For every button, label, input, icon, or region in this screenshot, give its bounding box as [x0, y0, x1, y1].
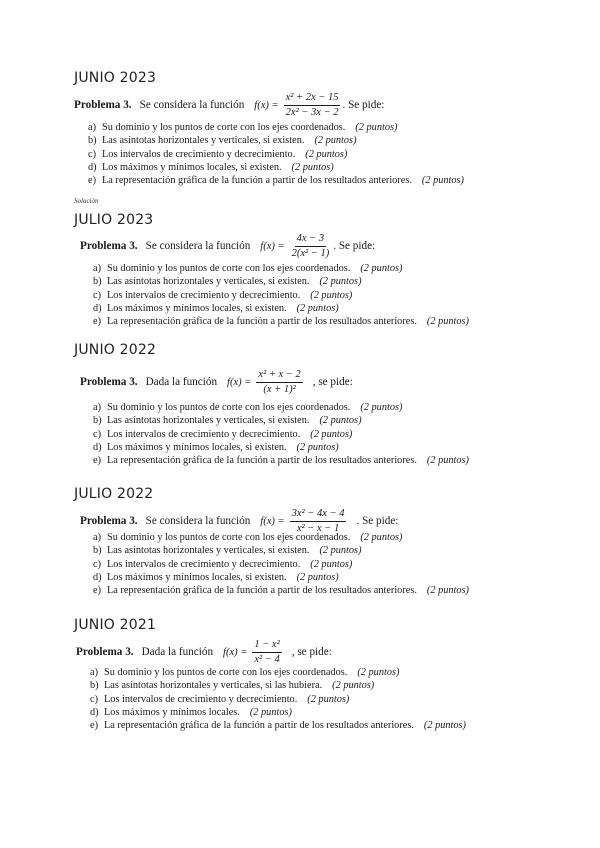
fraction-numerator: 4x − 3: [295, 233, 327, 247]
item-points: (2 puntos): [296, 441, 339, 453]
problem-label: Problema 3.: [80, 376, 138, 388]
fraction-numerator: 1 − x²: [252, 639, 281, 653]
list-item: [93, 544, 469, 557]
formula-lhs: f(x) =: [260, 515, 285, 527]
list-item: [93, 414, 469, 427]
list-item: [90, 666, 466, 679]
list-item: [90, 706, 466, 719]
problem-outro: . Se pide:: [342, 99, 385, 111]
problem-statement: [80, 365, 353, 399]
problem-intro: Se considera la función: [145, 515, 251, 527]
formula-lhs: f(x) =: [223, 646, 248, 658]
problem-statement: [76, 635, 332, 669]
item-label: e): [93, 316, 101, 328]
item-text: Su dominio y los puntos de corte con los ejes coordenados.: [107, 402, 351, 413]
item-label: d): [93, 302, 102, 314]
list-item: [93, 441, 469, 454]
list-item: [90, 693, 466, 706]
item-text: Los intervalos de crecimiento y decrecimiento.: [104, 693, 298, 705]
section-heading: JUNIO 2023: [74, 70, 157, 86]
list-item: [93, 401, 469, 414]
item-label: b): [93, 276, 102, 288]
item-points: (2 puntos): [291, 161, 334, 173]
item-label: c): [93, 289, 101, 301]
list-item: [93, 302, 469, 315]
item-text: Las asíntotas horizontales y verticales, si existen.: [107, 545, 310, 557]
item-text: Su dominio y los puntos de corte con los ejes coordenados.: [102, 122, 346, 133]
item-label: c): [90, 693, 98, 705]
item-label: a): [93, 532, 101, 543]
list-item: [93, 262, 469, 275]
item-text: Los máximos y mínimos locales, si existen.: [107, 441, 287, 453]
item-points: (2 puntos): [310, 289, 353, 301]
item-label: e): [90, 720, 98, 732]
item-points: (2 puntos): [319, 276, 362, 288]
item-points: (2 puntos): [310, 558, 353, 570]
problem-intro: Se considera la función: [139, 99, 245, 111]
problem-statement: [74, 89, 384, 121]
item-list: [93, 262, 469, 328]
item-text: Los máximos y mínimos locales, si existen.: [102, 161, 282, 173]
list-item: [88, 174, 464, 187]
list-item: [93, 454, 469, 467]
problem-label: Problema 3.: [74, 99, 132, 111]
item-points: (2 puntos): [249, 706, 292, 718]
item-points: (2 puntos): [360, 402, 403, 413]
item-points: (2 puntos): [319, 415, 362, 427]
list-item: [93, 289, 469, 302]
function-formula: [254, 92, 342, 119]
fraction: [252, 639, 281, 666]
item-text: Su dominio y los puntos de corte con los ejes coordenados.: [104, 667, 348, 678]
item-label: b): [93, 545, 102, 557]
list-item: [93, 584, 469, 597]
item-text: Las asíntotas horizontales y verticales, si existen.: [107, 276, 310, 288]
item-points: (2 puntos): [355, 122, 398, 133]
list-item: [93, 315, 469, 328]
item-points: (2 puntos): [421, 175, 464, 187]
problem-outro: , se pide:: [312, 376, 353, 388]
item-list: [93, 401, 469, 467]
fraction-numerator: 3x² − 4x − 4: [290, 508, 347, 522]
item-text: Los máximos y mínimos locales, si existen.: [107, 571, 287, 583]
item-label: a): [93, 402, 101, 413]
list-item: [93, 558, 469, 571]
problem-label: Problema 3.: [76, 646, 134, 658]
item-text: La representación gráfica de la función a partir de los resultados anteriores.: [102, 175, 412, 187]
item-text: Los intervalos de crecimiento y decrecimiento.: [102, 148, 296, 160]
problem-outro: . Se pide:: [356, 515, 399, 527]
item-label: d): [90, 706, 99, 718]
item-label: b): [90, 680, 99, 692]
fraction-denominator: x² − 4: [254, 653, 280, 665]
item-text: La representación gráfica de la función a partir de los resultados anteriores.: [104, 720, 414, 732]
problem-intro: Dada la función: [141, 646, 214, 658]
formula-lhs: f(x) =: [260, 240, 285, 252]
formula-lhs: f(x) =: [227, 376, 252, 388]
problem-outro: . Se pide:: [333, 240, 376, 252]
item-text: La representación gráfica de la función a partir de los resultados anteriores.: [107, 316, 417, 328]
item-list: [93, 531, 469, 597]
fraction-denominator: 2x² − 3x − 2: [285, 106, 339, 118]
item-label: d): [93, 441, 102, 453]
problem-statement: [80, 230, 375, 262]
problem-intro: Dada la función: [145, 376, 218, 388]
item-points: (2 puntos): [296, 302, 339, 314]
fraction-denominator: (x + 1)²: [263, 383, 296, 395]
item-points: (2 puntos): [319, 545, 362, 557]
section-heading: JULIO 2022: [74, 486, 154, 502]
list-item: [88, 121, 464, 134]
item-label: d): [93, 571, 102, 583]
problem-label: Problema 3.: [80, 240, 138, 252]
function-formula: [227, 369, 305, 396]
item-label: b): [88, 135, 97, 147]
formula-lhs: f(x) =: [254, 99, 279, 111]
list-item: [93, 571, 469, 584]
section-heading: JULIO 2023: [74, 212, 154, 228]
item-text: Las asíntotas horizontales y verticales, si existen.: [107, 415, 310, 427]
item-points: (2 puntos): [296, 571, 339, 583]
item-list: [90, 666, 466, 732]
item-points: (2 puntos): [426, 316, 469, 328]
item-label: b): [93, 415, 102, 427]
item-label: a): [88, 122, 96, 133]
item-points: (2 puntos): [360, 263, 403, 274]
list-item: [90, 679, 466, 692]
item-text: Los máximos y mínimos locales.: [104, 706, 240, 718]
fraction-numerator: x² + x − 2: [256, 369, 302, 383]
solution-note: Solución: [74, 197, 99, 205]
list-item: [93, 275, 469, 288]
item-text: Los intervalos de crecimiento y decrecimiento.: [107, 428, 301, 440]
list-item: [88, 134, 464, 147]
fraction-denominator: x² − x − 1: [296, 522, 340, 534]
item-text: Los máximos y mínimos locales, si existen.: [107, 302, 287, 314]
item-text: Su dominio y los puntos de corte con los ejes coordenados.: [107, 532, 351, 543]
item-label: e): [88, 175, 96, 187]
list-item: [88, 161, 464, 174]
item-text: Su dominio y los puntos de corte con los ejes coordenados.: [107, 263, 351, 274]
list-item: [93, 531, 469, 544]
list-item: [88, 148, 464, 161]
item-text: La representación gráfica de la función a partir de los resultados anteriores.: [107, 455, 417, 467]
section-heading: JUNIO 2021: [74, 617, 157, 633]
item-list: [88, 121, 464, 187]
item-label: a): [90, 667, 98, 678]
item-label: c): [93, 558, 101, 570]
function-formula: [260, 233, 333, 260]
item-points: (2 puntos): [305, 148, 348, 160]
item-points: (2 puntos): [360, 532, 403, 543]
item-label: c): [88, 148, 96, 160]
fraction: [256, 369, 302, 396]
problem-outro: , se pide:: [291, 646, 332, 658]
item-label: c): [93, 428, 101, 440]
list-item: [93, 428, 469, 441]
item-points: (2 puntos): [314, 135, 357, 147]
fraction: [290, 233, 332, 260]
fraction: [284, 92, 341, 119]
item-points: (2 puntos): [426, 585, 469, 597]
item-text: Los intervalos de crecimiento y decrecimiento.: [107, 289, 301, 301]
item-text: Las asíntotas horizontales y verticales, si las hubiera.: [104, 680, 323, 692]
fraction-denominator: 2(x² − 1): [291, 247, 330, 259]
item-points: (2 puntos): [423, 720, 466, 732]
item-points: (2 puntos): [310, 428, 353, 440]
function-formula: [223, 639, 284, 666]
item-label: e): [93, 455, 101, 467]
item-points: (2 puntos): [307, 693, 350, 705]
item-label: d): [88, 161, 97, 173]
item-points: (2 puntos): [357, 667, 400, 678]
item-label: a): [93, 263, 101, 274]
item-text: Los intervalos de crecimiento y decrecimiento.: [107, 558, 301, 570]
section-heading: JUNIO 2022: [74, 342, 157, 358]
item-text: La representación gráfica de la función a partir de los resultados anteriores.: [107, 585, 417, 597]
list-item: [90, 719, 466, 732]
item-text: Las asíntotas horizontales y verticales, si existen.: [102, 135, 305, 147]
item-points: (2 puntos): [426, 455, 469, 467]
fraction-numerator: x² + 2x − 15: [284, 92, 341, 106]
item-points: (2 puntos): [332, 680, 375, 692]
problem-intro: Se considera la función: [145, 240, 251, 252]
problem-label: Problema 3.: [80, 515, 138, 527]
item-label: e): [93, 585, 101, 597]
